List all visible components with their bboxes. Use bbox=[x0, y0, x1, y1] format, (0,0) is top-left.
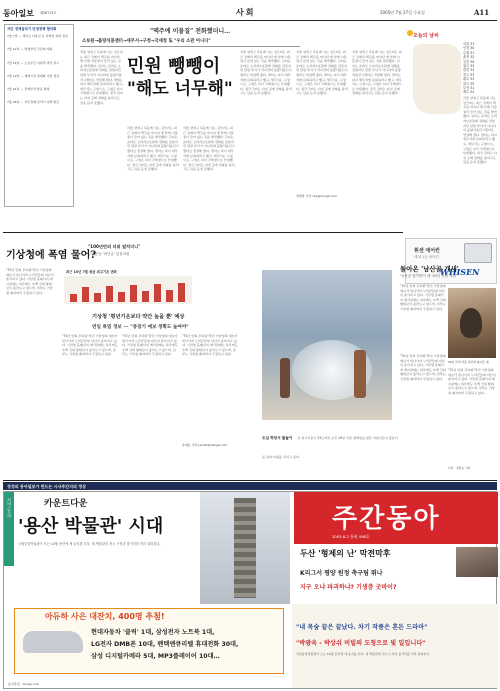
sidebar-list-item: 7월 12일 — 영세상인 간담회 개최 bbox=[7, 47, 53, 52]
chart-bar bbox=[118, 292, 125, 302]
chart-bar bbox=[70, 294, 77, 302]
weather-map bbox=[413, 44, 461, 114]
masthead bbox=[0, 0, 500, 22]
sun-icon bbox=[407, 30, 413, 36]
air-conditioner-icon bbox=[464, 243, 492, 263]
chart-svg bbox=[62, 276, 194, 306]
bird-photo bbox=[448, 288, 496, 358]
weather-city: 부산 31 bbox=[463, 86, 475, 91]
magazine-logo-box[interactable] bbox=[294, 492, 498, 544]
sidebar-list bbox=[7, 34, 71, 104]
cover-text: 국립중앙박물관이 오는 10월 용산에 새 둥지를 튼다. 새 박물관의 전시 구성과 볼거리를 미리 살펴본다. bbox=[18, 542, 161, 546]
event-line-2: LG전자 DMB폰 10대, 펜텍앤큐리텔 휴대전화 30대, bbox=[91, 641, 239, 648]
ad-banner-text: 정성의 동아일보가 만드는 시사주간지의 정상 bbox=[7, 483, 86, 489]
weather-city: 춘천 32 bbox=[463, 55, 475, 60]
cover-label-bar bbox=[4, 492, 14, 566]
chart-bar bbox=[130, 285, 137, 302]
event-title: 아듀하 사은 대잔치, 400명 추첨! bbox=[45, 612, 165, 621]
ad-footer[interactable]: 동아닷컴 · donga.com bbox=[8, 682, 40, 686]
side-headline: 두산 '형제의 난' 막전막후 bbox=[300, 549, 391, 558]
cover-kicker: 카운트다운 bbox=[44, 499, 88, 509]
middle-left-subhead-2: 연일 폭염 경보 ··· "중장기 예보 정확도 높여야" bbox=[92, 325, 189, 330]
edition-number: 제26713호 bbox=[40, 11, 57, 15]
sidebar-list-item: 7월 14일 — 소상공인 지원책 마련 촉구 bbox=[7, 60, 60, 65]
weather-city: 수원 31 bbox=[463, 50, 475, 55]
weather-text: 서울 양천구 목동에 사는 김모씨는 최근 집에서 맥주를 마시다 병 안에 이물질이 들어 있는 것을 발견했다. 김씨는 곧바로 소비자보호원에 전화를 걸었지만 담당 부서가 아니라며 불량식품신고센터로 연결해 줬다. 센터는 다시 세무서에 문의하라고 했고, 세무서는 구청으로, 구청은 다시 국세청으로 안내했다. 결국 김씨는 다섯 곳에 전화를 돌리고도 답을 듣지 못했다. bbox=[463, 96, 497, 165]
promo-sub: "박광옥 - 박상쉬 비빌의 도청으로 빛 일입니다" bbox=[296, 640, 426, 647]
middle-left-headline: 기상청에 폭염 물어? bbox=[6, 250, 97, 261]
temperature-chart bbox=[62, 266, 194, 306]
middle-left-quote: "100년만의 더위 덮치더니" bbox=[88, 244, 141, 249]
top-story-body-col1: 서울 양천구 목동에 사는 김모씨는 최근 집에서 맥주를 마시다 병 안에 이물질이 들어 있는 것을 발견했다. 김씨는 곧바로 소비자보호원에 전화를 걸었지만 담당 부서가 아니라며 불량식품신고센터로 연결해 줬다. 센터는 다시 세무서에 문의하라고 했고, 세무서는 구청으로, 구청은 다시 국세청으로 안내했다. 결국 김씨는 다섯 곳에 전화를 돌리고도 답을 듣지 못했다. bbox=[80, 50, 123, 105]
top-story-headline-box bbox=[127, 56, 233, 120]
masthead-rule bbox=[3, 20, 497, 21]
weather-city-list bbox=[463, 42, 497, 95]
side-item-1: K리그서 평양 원정 축구팀 뛰나 bbox=[300, 570, 383, 577]
top-story-body-col6: 서울 양천구 목동에 사는 김모씨는 최근 집에서 맥주를 마시다 병 안에 이물질이 들어 있는 것을 발견했다. 김씨는 곧바로 소비자보호원에 전화를 걸었지만 담당 부서가 아니라며 불량식품신고센터로 연결해 줬다. 센터는 다시 세무서에 문의하라고 했고, 세무서는 구청으로, 구청은 다시 국세청으로 안내했다. 결국 김씨는 다섯 곳에 전화를 돌리고도 답을 듣지 못했다. bbox=[352, 50, 402, 96]
sidebar-list-item: 7월 19일 — 재래시장 현대화 사업 점검 bbox=[7, 73, 60, 78]
middle-left-subhead-1: 기상청 '평년기온보다 약간 높을 뿐' 예상 bbox=[92, 314, 185, 320]
middle-right-body-col1: "70년 만의 무더위"라던 기상청의 예보가 빗나가자 누리꾼들의 비난이 쏟아지고 있다. 기상청 홈페이지 게시판에는 하루에도 수백 건의 항의글이 올라오고 있으며, 일부는 기상청 폐지까지 주장하고 있다. bbox=[400, 284, 446, 311]
weather-box bbox=[405, 24, 497, 165]
child-figure-1 bbox=[280, 358, 290, 398]
ad-banner bbox=[3, 482, 497, 490]
newspaper-logo: 동아일보 bbox=[3, 8, 34, 18]
event-box[interactable] bbox=[14, 608, 284, 674]
top-story-headline-2: "해도 너무해" bbox=[127, 79, 233, 99]
middle-left-body-col3: "70년 만의 무더위"라던 기상청의 예보가 빗나가자 누리꾼들의 비난이 쏟아지고 있다. 기상청 홈페이지 게시판에는 하루에도 수백 건의 항의글이 올라오고 있으며, 일부는 기상청 폐지까지 주장하고 있다. bbox=[122, 334, 178, 357]
middle-left-body-col1: "70년 만의 무더위"라던 기상청의 예보가 빗나가자 누리꾼들의 비난이 쏟아지고 있다. 기상청 홈페이지 게시판에는 하루에도 수백 건의 항의글이 올라오고 있으며, 일부는 기상청 폐지까지 주장하고 있다. bbox=[6, 268, 54, 295]
children-water-photo bbox=[262, 270, 392, 420]
section-title: 사회 bbox=[236, 7, 256, 17]
whisen-slogan: 세계 1등 에어컨 bbox=[414, 255, 439, 259]
middle-left-body-col2: "70년 만의 무더위"라던 기상청의 예보가 빗나가자 누리꾼들의 비난이 쏟아지고 있다. 기상청 홈페이지 게시판에는 하루에도 수백 건의 항의글이 올라오고 있으며, 일부는 기상청 폐지까지 주장하고 있다. bbox=[62, 334, 118, 357]
photo-caption-label: 도심 하천서 물놀이 bbox=[262, 436, 293, 440]
middle-left-body-col4: "70년 만의 무더위"라던 기상청의 예보가 빗나가자 누리꾼들의 비난이 쏟아지고 있다. 기상청 홈페이지 게시판에는 하루에도 수백 건의 항의글이 올라오고 있으며, 일부는 기상청 폐지까지 주장하고 있다. bbox=[182, 334, 238, 357]
weather-city: 광주 33 bbox=[463, 77, 475, 82]
top-story-body-col4: 서울 양천구 목동에 사는 김모씨는 최근 집에서 맥주를 마시다 병 안에 이물질이 들어 있는 것을 발견했다. 김씨는 곧바로 소비자보호원에 전화를 걸었지만 담당 부서가 아니라며 불량식품신고센터로 연결해 줬다. 센터는 다시 세무서에 문의하라고 했고, 세무서는 구청으로, 구청은 다시 국세청으로 안내했다. 결국 김씨는 다섯 곳에 전화를 돌리고도 답을 듣지 못했다. bbox=[240, 50, 292, 96]
page-number: A11 bbox=[474, 8, 490, 17]
top-story-rule bbox=[80, 46, 300, 47]
sidebar-list-item: 7월 26일 — 서민경제 살리기 대책 발표 bbox=[7, 100, 60, 105]
top-story-byline: 정양환 기자 ray@donga.com bbox=[296, 194, 337, 198]
weather-city: 강릉 30 bbox=[463, 59, 475, 64]
side-item-2: 지구 오냐 파괴하냐? 기생충 굿바이? bbox=[300, 584, 397, 591]
promo-panel[interactable] bbox=[292, 604, 498, 688]
chart-title: 최근 10년 7월 평균 최고기온 변화 bbox=[66, 270, 117, 274]
top-story-body-col5: 서울 양천구 목동에 사는 김모씨는 최근 집에서 맥주를 마시다 병 안에 이물질이 들어 있는 것을 발견했다. 김씨는 곧바로 소비자보호원에 전화를 걸었지만 담당 부서가 아니라며 불량식품신고센터로 연결해 줬다. 센터는 다시 세무서에 문의하라고 했고, 세무서는 구청으로, 구청은 다시 국세청으로 안내했다. 결국 김씨는 다섯 곳에 전화를 돌리고도 답을 듣지 못했다. bbox=[296, 50, 348, 96]
sidebar-title: 서민 경제살리기 민생정책 협의회 bbox=[7, 27, 57, 31]
middle-rule bbox=[3, 232, 403, 233]
weather-city: 청주 33 bbox=[463, 64, 475, 69]
child-figure-2 bbox=[354, 350, 366, 398]
magazine-name: 주간동아 bbox=[332, 504, 441, 534]
top-story-kicker: "맥주에 이물질" 전화했더니… bbox=[150, 28, 231, 35]
middle-right-body-col3: "70년 만의 무더위"라던 기상청의 예보가 빗나가자 누리꾼들의 비난이 쏟아지고 있다. 기상청 홈페이지 게시판에는 하루에도 수백 건의 항의글이 올라오고 있으며, 일부는 기상청 폐지까지 주장하고 있다. bbox=[448, 368, 496, 395]
chart-bar bbox=[166, 290, 173, 302]
top-story-subhead: 소보원→불량식품센터→세무서→구청→국세청 또 "우리 소관 아니다" bbox=[82, 39, 211, 44]
magazine-ad[interactable] bbox=[3, 491, 497, 689]
chart-bar bbox=[154, 284, 161, 302]
sidebar-box bbox=[4, 24, 74, 207]
magazine-issue: 2005.8.2 통권 498호 bbox=[332, 534, 370, 539]
whisen-tagline: 휘센 에어컨 bbox=[414, 248, 440, 254]
event-line-1: 현대자동차 '클릭' 1대, 삼성전자 노트북 1대, bbox=[91, 629, 215, 636]
middle-right-headline: 돌아온 '남산골 개새' bbox=[400, 265, 459, 273]
top-story-headline-1: 민원 뺑뺑이 bbox=[127, 56, 221, 77]
ad-top-rule bbox=[3, 480, 497, 481]
chart-bar bbox=[94, 293, 101, 302]
middle-left-quote-sub: 누리꾼들 '비난글' 봇물처럼 bbox=[88, 252, 130, 256]
top-story-body-col2: 서울 양천구 목동에 사는 김모씨는 최근 집에서 맥주를 마시다 병 안에 이물질이 들어 있는 것을 발견했다. 김씨는 곧바로 소비자보호원에 전화를 걸었지만 담당 부서가 아니라며 불량식품신고센터로 연결해 줬다. 센터는 다시 세무서에 문의하라고 했고, 세무서는 구청으로, 구청은 다시 국세청으로 안내했다. 결국 김씨는 다섯 곳에 전화를 돌리고도 답을 듣지 못했다. bbox=[127, 126, 179, 172]
cover-label: 커버스토리 bbox=[7, 498, 12, 518]
bird-shape bbox=[460, 308, 482, 338]
chart-bar bbox=[142, 291, 149, 302]
chart-bar bbox=[106, 286, 113, 302]
side-portrait bbox=[456, 547, 498, 577]
car-icon bbox=[23, 631, 83, 653]
promo-body: 국립중앙박물관이 오는 10월 용산에 새 둥지를 튼다. 새 박물관의 전시 구성과 볼거리를 미리 살펴본다. bbox=[296, 652, 431, 656]
photo-caption bbox=[262, 424, 398, 462]
event-line-3: 삼성 디지털카메라 5대, MP3플레이어 10대… bbox=[91, 653, 220, 660]
chart-bar bbox=[178, 283, 185, 302]
weather-city: 제주 32 bbox=[463, 90, 475, 95]
whisen-brand: WHISEN bbox=[440, 267, 480, 277]
pagoda-shape bbox=[234, 498, 256, 598]
photo-caption-text: 낮 최고기온이 33도까지 오른 26일 서울 청계천을 찾은 어린이들이 물놀이를 하며 더위를 식히고 있다. bbox=[262, 436, 398, 459]
promo-headline: "내 목숨 끝은 끝났다. 차기 작품은 혼돈 드라마" bbox=[296, 624, 428, 631]
issue-date: 2005년 7월 27일 수요일 bbox=[380, 10, 425, 15]
sidebar-list-item: 7월 21일 — 관계부처 합동 회의 bbox=[7, 87, 50, 92]
weather-city: 대구 35 bbox=[463, 81, 475, 86]
pagoda-photo bbox=[200, 492, 290, 604]
bird-caption: 30년 만에 서울 남산에 돌아온 새. bbox=[448, 360, 490, 364]
middle-right-body-col2: "70년 만의 무더위"라던 기상청의 예보가 빗나가자 누리꾼들의 비난이 쏟아지고 있다. 기상청 홈페이지 게시판에는 하루에도 수백 건의 항의글이 올라오고 있으며, 일부는 기상청 폐지까지 주장하고 있다. bbox=[400, 354, 446, 381]
top-story-body-col3: 서울 양천구 목동에 사는 김모씨는 최근 집에서 맥주를 마시다 병 안에 이물질이 들어 있는 것을 발견했다. 김씨는 곧바로 소비자보호원에 전화를 걸었지만 담당 부서가 아니라며 불량식품신고센터로 연결해 줬다. 센터는 다시 세무서에 문의하라고 했고, 세무서는 구청으로, 구청은 다시 국세청으로 안내했다. 결국 김씨는 다섯 곳에 전화를 돌리고도 답을 듣지 못했다. bbox=[183, 126, 235, 172]
sidebar-list-item: 7월 7일 — 세탁소·미용실 등 자영업 실태 점검 bbox=[7, 34, 68, 39]
weather-city: 대전 33 bbox=[463, 68, 475, 73]
middle-right-sub: '남산골 딸깍발이 새' 30년 만에 복원 bbox=[400, 274, 456, 278]
weather-title: 오늘의 날씨 bbox=[413, 33, 439, 39]
weather-city: 서울 31 bbox=[463, 42, 475, 46]
weather-city: 전주 33 bbox=[463, 72, 475, 77]
middle-right-byline: 사진 · 김상순 기자 bbox=[448, 466, 471, 470]
chart-bar bbox=[82, 287, 89, 302]
cover-headline: '용산 박물관' 시대 bbox=[18, 516, 164, 537]
weather-city: 인천 30 bbox=[463, 46, 475, 51]
middle-left-byline: 유재동 기자 jarrett@donga.com bbox=[182, 443, 228, 447]
